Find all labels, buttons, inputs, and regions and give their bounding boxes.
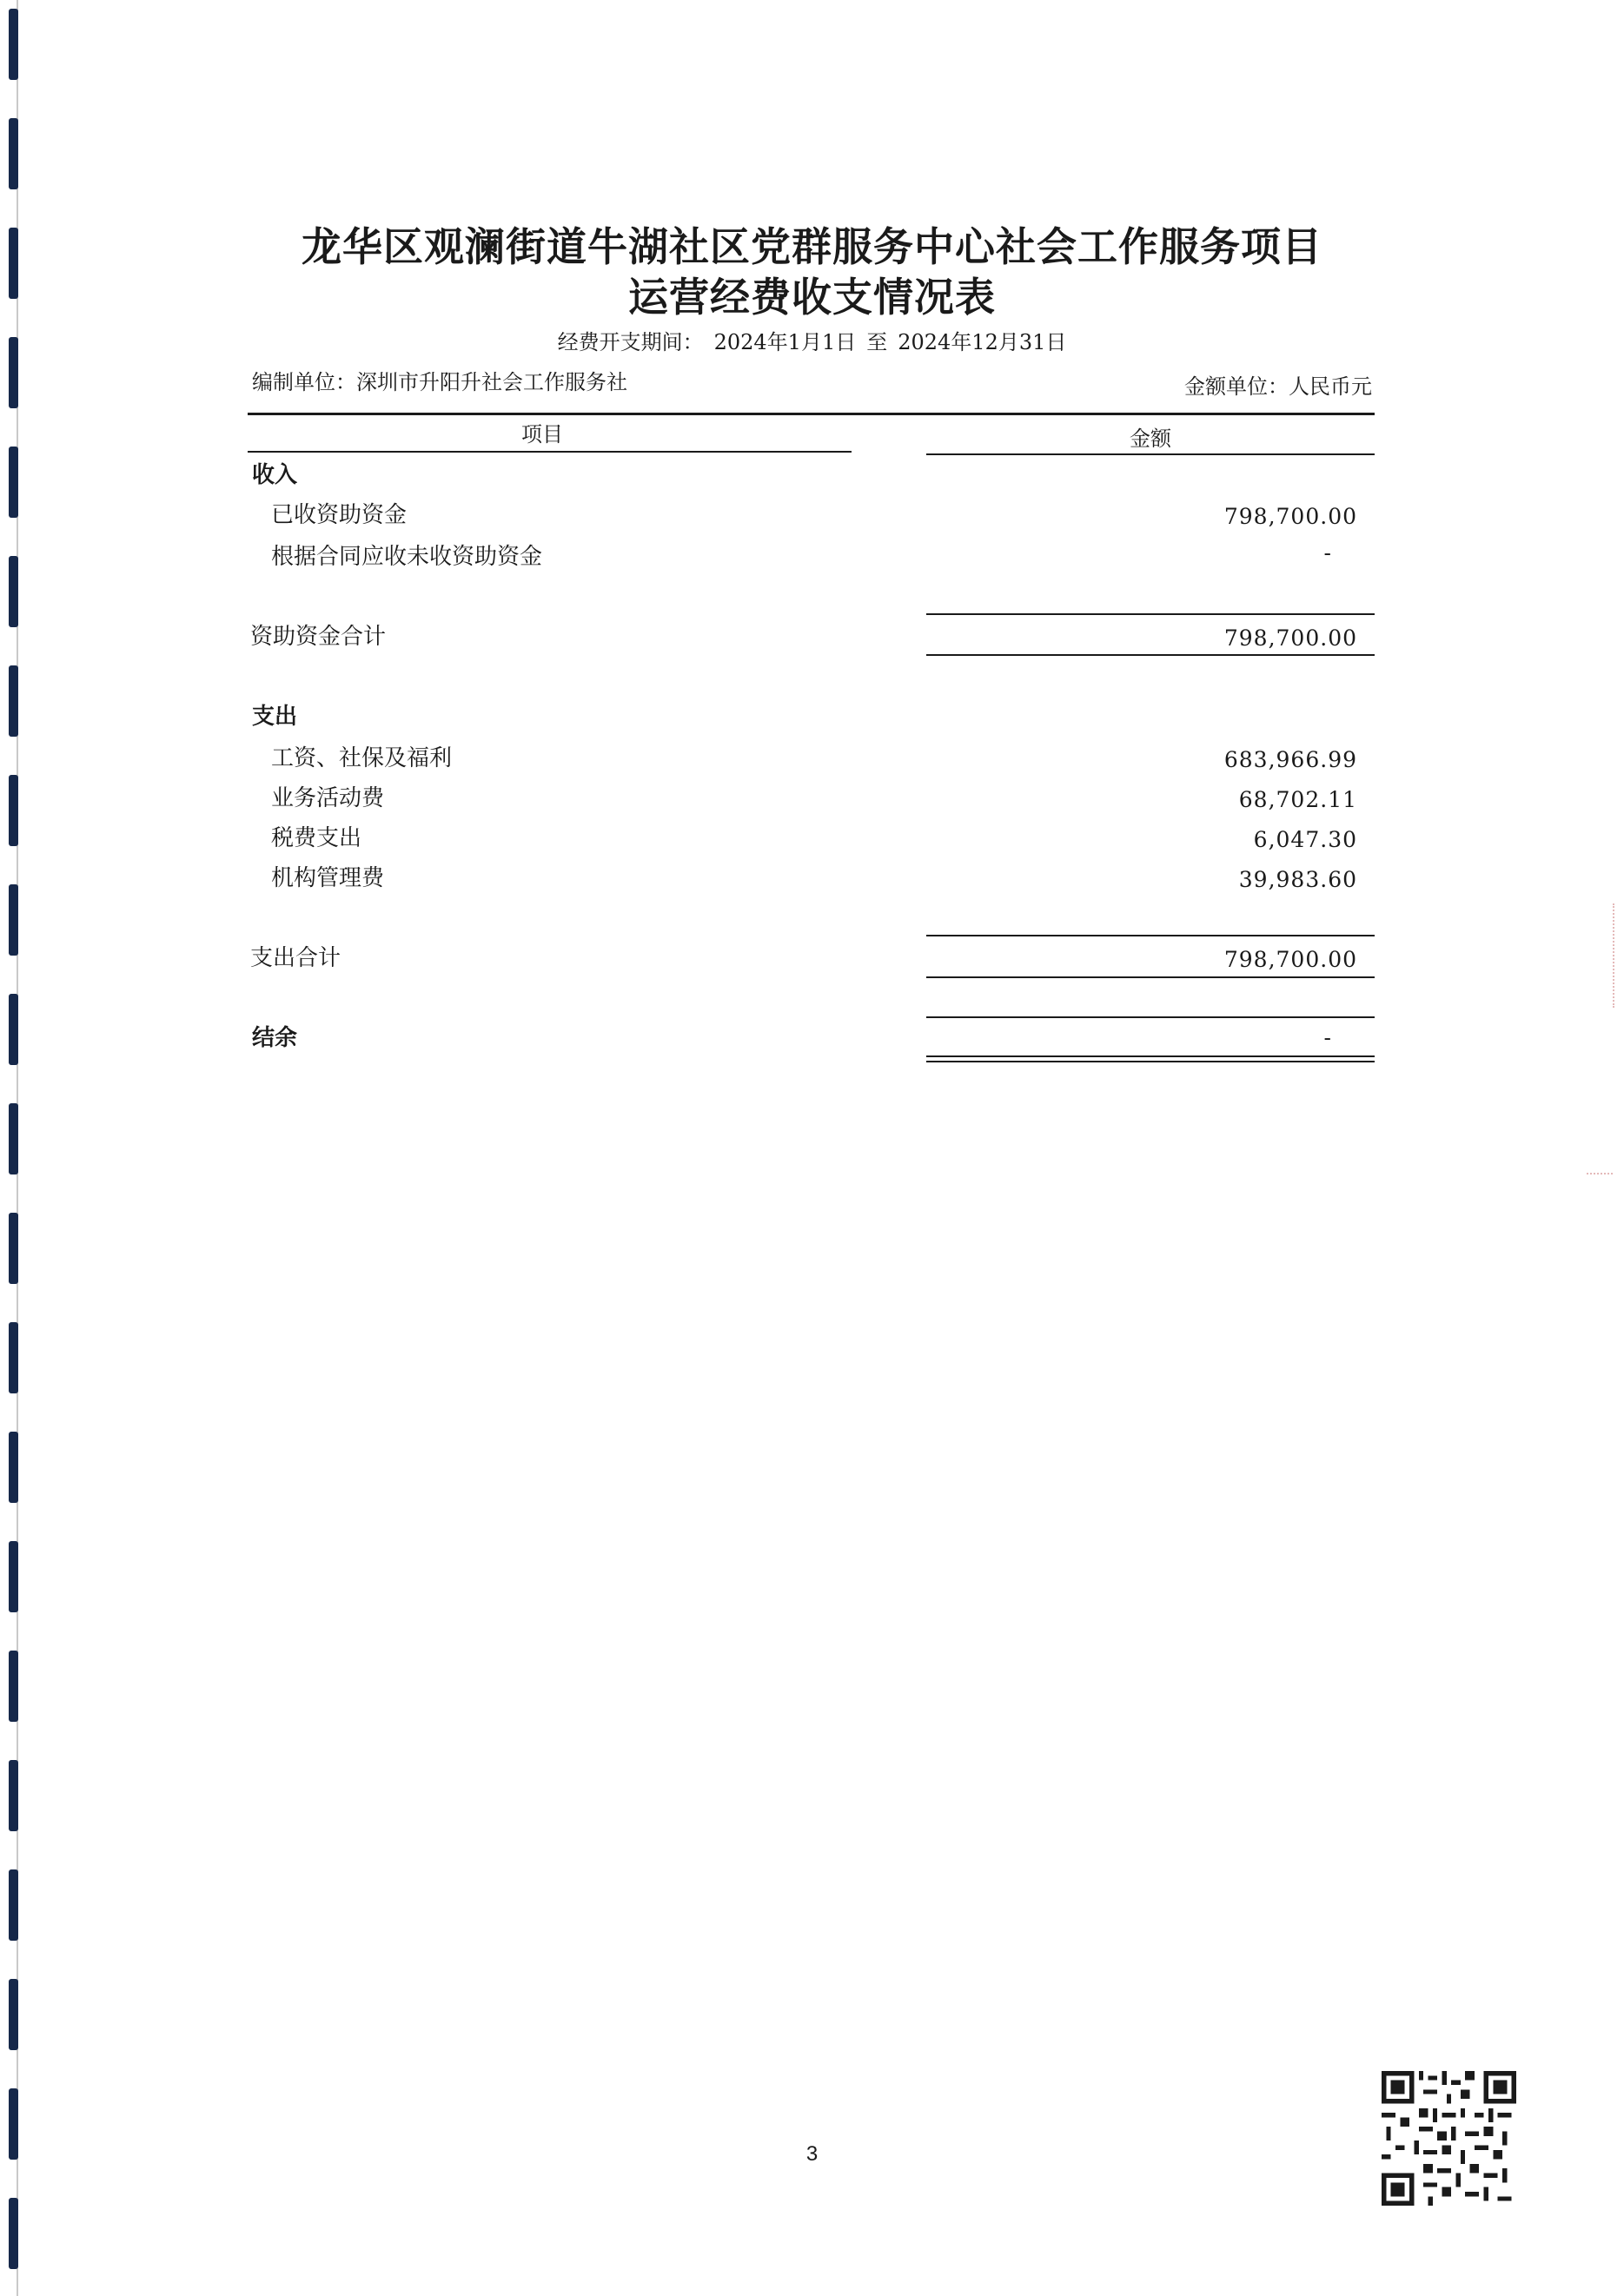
expense-total-label: 支出合计 <box>250 945 341 971</box>
expense-total-bottom-rule <box>926 976 1375 978</box>
binding-stitch <box>9 9 18 80</box>
qr-code <box>1382 2071 1516 2206</box>
income-row-amount: - <box>1323 540 1332 566</box>
binding-stitch <box>9 775 18 846</box>
seal-trace <box>1590 903 1614 1008</box>
income-section-heading: 收入 <box>252 462 298 488</box>
seal-trace <box>1587 1173 1613 1201</box>
income-row-amount: 798,700.00 <box>1223 504 1357 529</box>
expense-section-heading: 支出 <box>252 704 298 730</box>
binding-stitch <box>9 1103 18 1174</box>
period-label: 经费开支期间： <box>557 330 704 354</box>
period-from: 2024年1月1日 <box>713 330 857 354</box>
binding-stitch <box>9 447 18 518</box>
binding-stitch <box>9 1322 18 1393</box>
balance-double-rule-lower <box>926 1061 1375 1062</box>
currency-unit: 金额单位：人民币元 <box>1184 374 1372 399</box>
expense-total-top-rule <box>926 935 1375 936</box>
report-title: 龙华区观澜街道牛湖社区党群服务中心社会工作服务项目 <box>302 223 1322 270</box>
expense-row-label: 税费支出 <box>271 825 362 851</box>
expense-total-amount: 798,700.00 <box>1223 947 1357 972</box>
income-total-top-rule <box>926 613 1375 615</box>
period-to: 2024年12月31日 <box>898 330 1067 354</box>
income-row-label: 已收资助资金 <box>271 502 408 528</box>
income-row-label: 根据合同应收未收资助资金 <box>271 544 543 570</box>
balance-amount: - <box>1323 1025 1332 1050</box>
binding-stitch <box>9 2198 18 2269</box>
income-total-amount: 798,700.00 <box>1223 625 1357 651</box>
report-subtitle: 运营经费收支情况表 <box>628 274 996 321</box>
table-top-rule <box>248 413 1375 415</box>
binding-stitch <box>9 884 18 956</box>
balance-top-rule <box>926 1016 1375 1018</box>
expense-row-label: 业务活动费 <box>271 785 385 811</box>
expense-row-amount: 68,702.11 <box>1238 787 1357 812</box>
expense-row-amount: 39,983.60 <box>1238 867 1357 892</box>
expense-row-amount: 683,966.99 <box>1223 747 1357 772</box>
header-amount: 金额 <box>1130 427 1171 451</box>
page-number: 3 <box>805 2142 819 2166</box>
binding-stitch <box>9 1760 18 1831</box>
binding-stitch <box>9 1869 18 1941</box>
binding-stitch <box>9 1213 18 1284</box>
binding-stitch <box>9 1651 18 1722</box>
balance-label: 结余 <box>252 1025 298 1051</box>
expense-period <box>0 325 1624 355</box>
binding-stitch <box>9 1432 18 1503</box>
binding-stitch <box>9 1979 18 2050</box>
header-amount-rule <box>926 453 1375 455</box>
income-total-label: 资助资金合计 <box>250 624 387 650</box>
header-item-rule <box>248 451 852 453</box>
compiling-unit: 编制单位：深圳市升阳升社会工作服务社 <box>252 370 627 394</box>
income-total-bottom-rule <box>926 654 1375 656</box>
binding-stitch <box>9 118 18 189</box>
binding-stitch <box>9 1541 18 1612</box>
expense-row-amount: 6,047.30 <box>1253 827 1357 852</box>
expense-row-label: 机构管理费 <box>271 865 385 891</box>
balance-double-rule-upper <box>926 1055 1375 1057</box>
binding-stitch <box>9 665 18 737</box>
header-item: 项目 <box>521 422 563 447</box>
expense-row-label: 工资、社保及福利 <box>271 745 453 771</box>
binding-stitch <box>9 994 18 1065</box>
period-to-word: 至 <box>866 330 888 354</box>
binding-stitch <box>9 556 18 627</box>
